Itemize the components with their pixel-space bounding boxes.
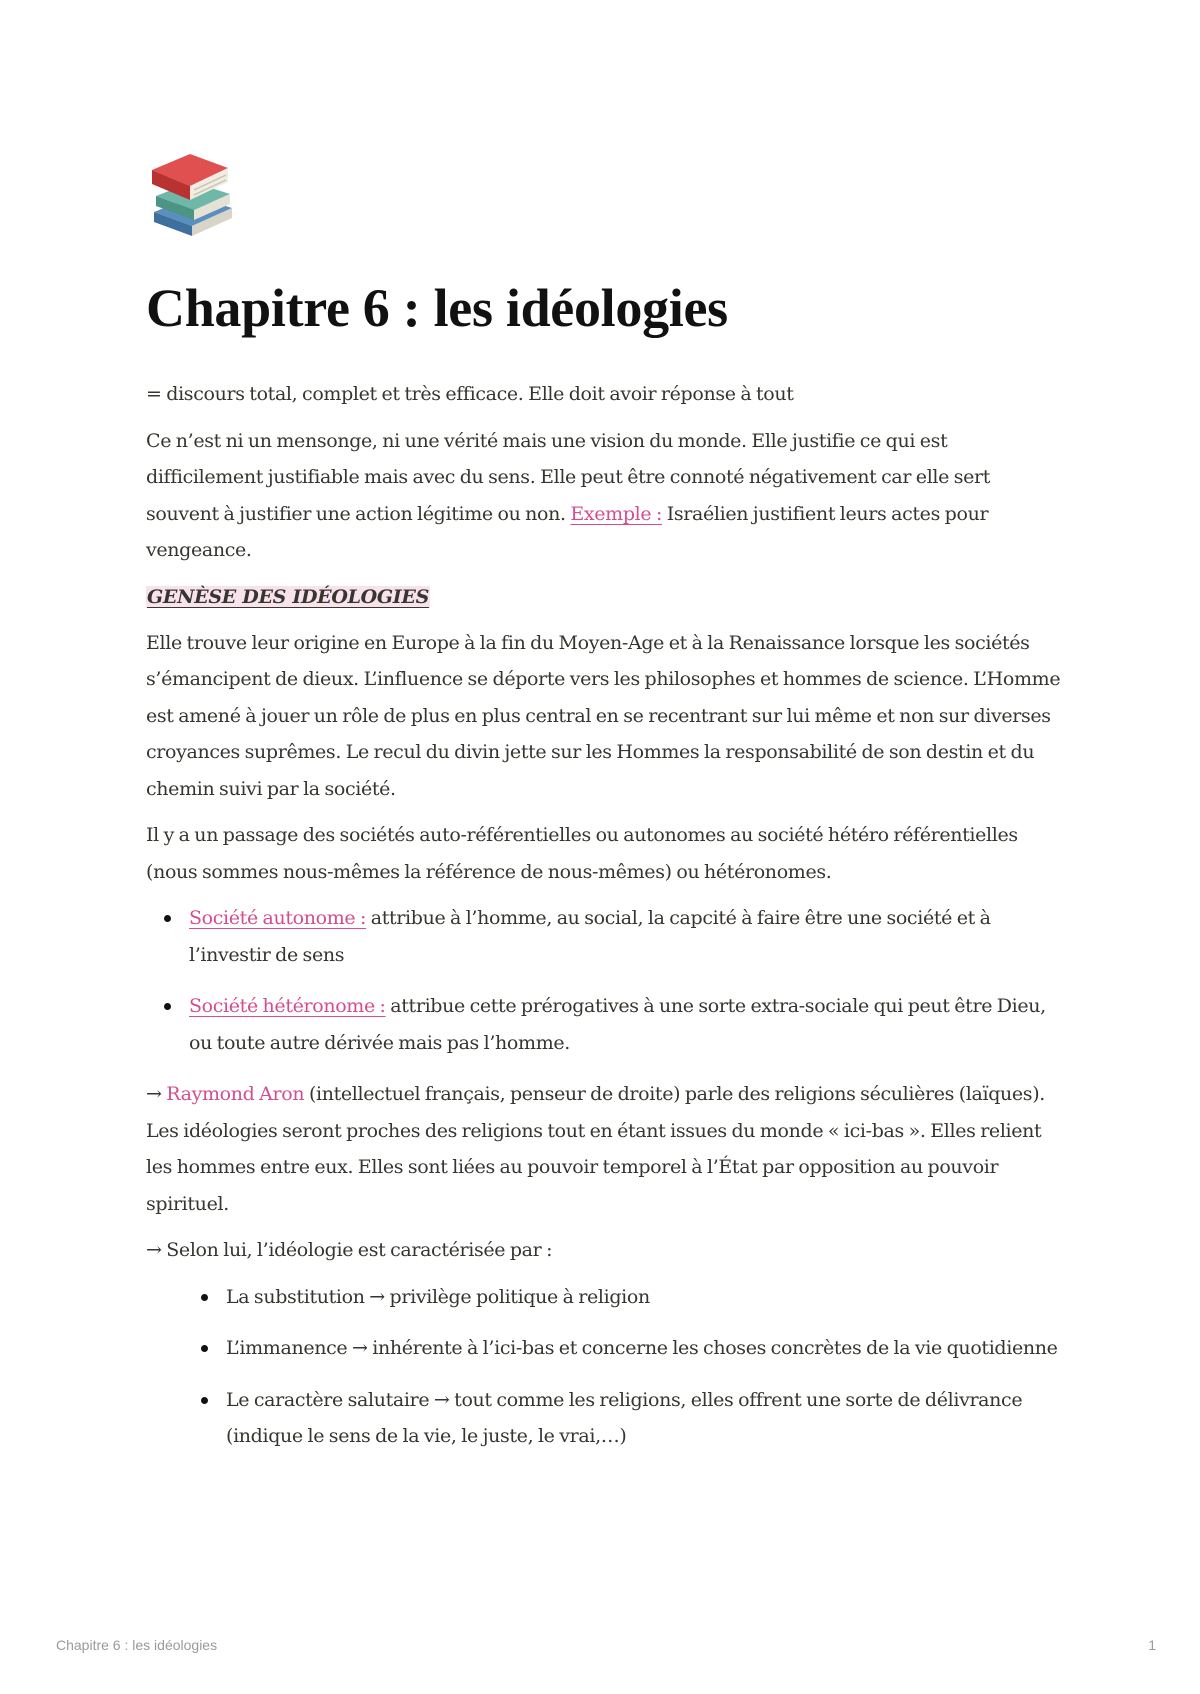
aron-name: Raymond Aron (166, 1083, 305, 1105)
list-item: Société hétéronome : attribue cette prérogatives à une sorte extra-sociale qui peut être Dieu, ou toute autre dérivée mais pas l’homme. (189, 988, 1066, 1061)
list-item: L’immanence → inhérente à l’ici-bas et concerne les choses concrètes de la vie quotidienne (226, 1330, 1066, 1367)
intro-definition: = discours total, complet et très efficace. Elle doit avoir réponse à tout (146, 383, 794, 405)
ideology-traits-list (146, 1279, 1066, 1455)
genese-paragraph: Elle trouve leur origine en Europe à la fin du Moyen-Age et à la Renaissance lorsque les sociétés s’émancipent de dieux. L’influence se déporte vers les philosophes et hommes de science. L’Homme est amené à jouer un rôle de plus en plus central en se recentrant sur lui même et non sur diverses croyances suprêmes. Le recul du divin jette sur les Hommes la responsabilité de son destin et du chemin suivi par la société. (146, 631, 1061, 800)
list-item: Le caractère salutaire → tout comme les religions, elles offrent une sorte de délivrance (indique le sens de la vie, le juste, le vrai,…) (226, 1382, 1066, 1455)
term-societe-heteronome: Société hétéronome : (189, 995, 386, 1017)
passage-paragraph: Il y a un passage des sociétés auto-référentielles ou autonomes au société hétéro référentielles (nous sommes nous-mêmes la référence de nous-mêmes) ou hétéronomes. (146, 824, 1018, 883)
selon-paragraph: → Selon lui, l’idéologie est caractérisée par : (146, 1239, 553, 1261)
term-societe-autonome: Société autonome : (189, 907, 367, 929)
list-item: La substitution → privilège politique à religion (226, 1279, 1066, 1316)
page-title: Chapitre 6 : les idéologies (146, 278, 728, 338)
list-item: Société autonome : attribue à l’homme, au social, la capcité à faire être une société et à l’investir de sens (189, 900, 1066, 973)
section-heading-genese: GENÈSE DES IDÉOLOGIES (147, 585, 429, 608)
example-label: Exemple : (570, 502, 663, 525)
books-icon (146, 150, 236, 240)
footer-page-number: 1 (1148, 1637, 1156, 1653)
intro-paragraph (146, 423, 1066, 569)
society-types-list (146, 900, 1066, 1061)
footer-doc-title: Chapitre 6 : les idéologies (56, 1637, 218, 1653)
document-page (146, 150, 1066, 1470)
aron-paragraph: → Raymond Aron (intellectuel français, penseur de droite) parle des religions séculières (laïques). Les idéologies seront proches des religions tout en étant issues du monde « ici-bas ». Elles relient les hommes entre eux. Elles sont liées au pouvoir temporel à l’État par opposition au pouvoir spirituel. (146, 1083, 1045, 1215)
intro-text-after: Israélien justifient leurs actes pour vengeance. (146, 502, 989, 561)
intro-text: Ce n’est ni un mensonge, ni une vérité mais une vision du monde. Elle justifie ce qui est difficilement justifiable mais avec du sens. Elle peut être connoté négativement car elle sert souvent à justifier une action légitime ou non. (146, 429, 991, 525)
